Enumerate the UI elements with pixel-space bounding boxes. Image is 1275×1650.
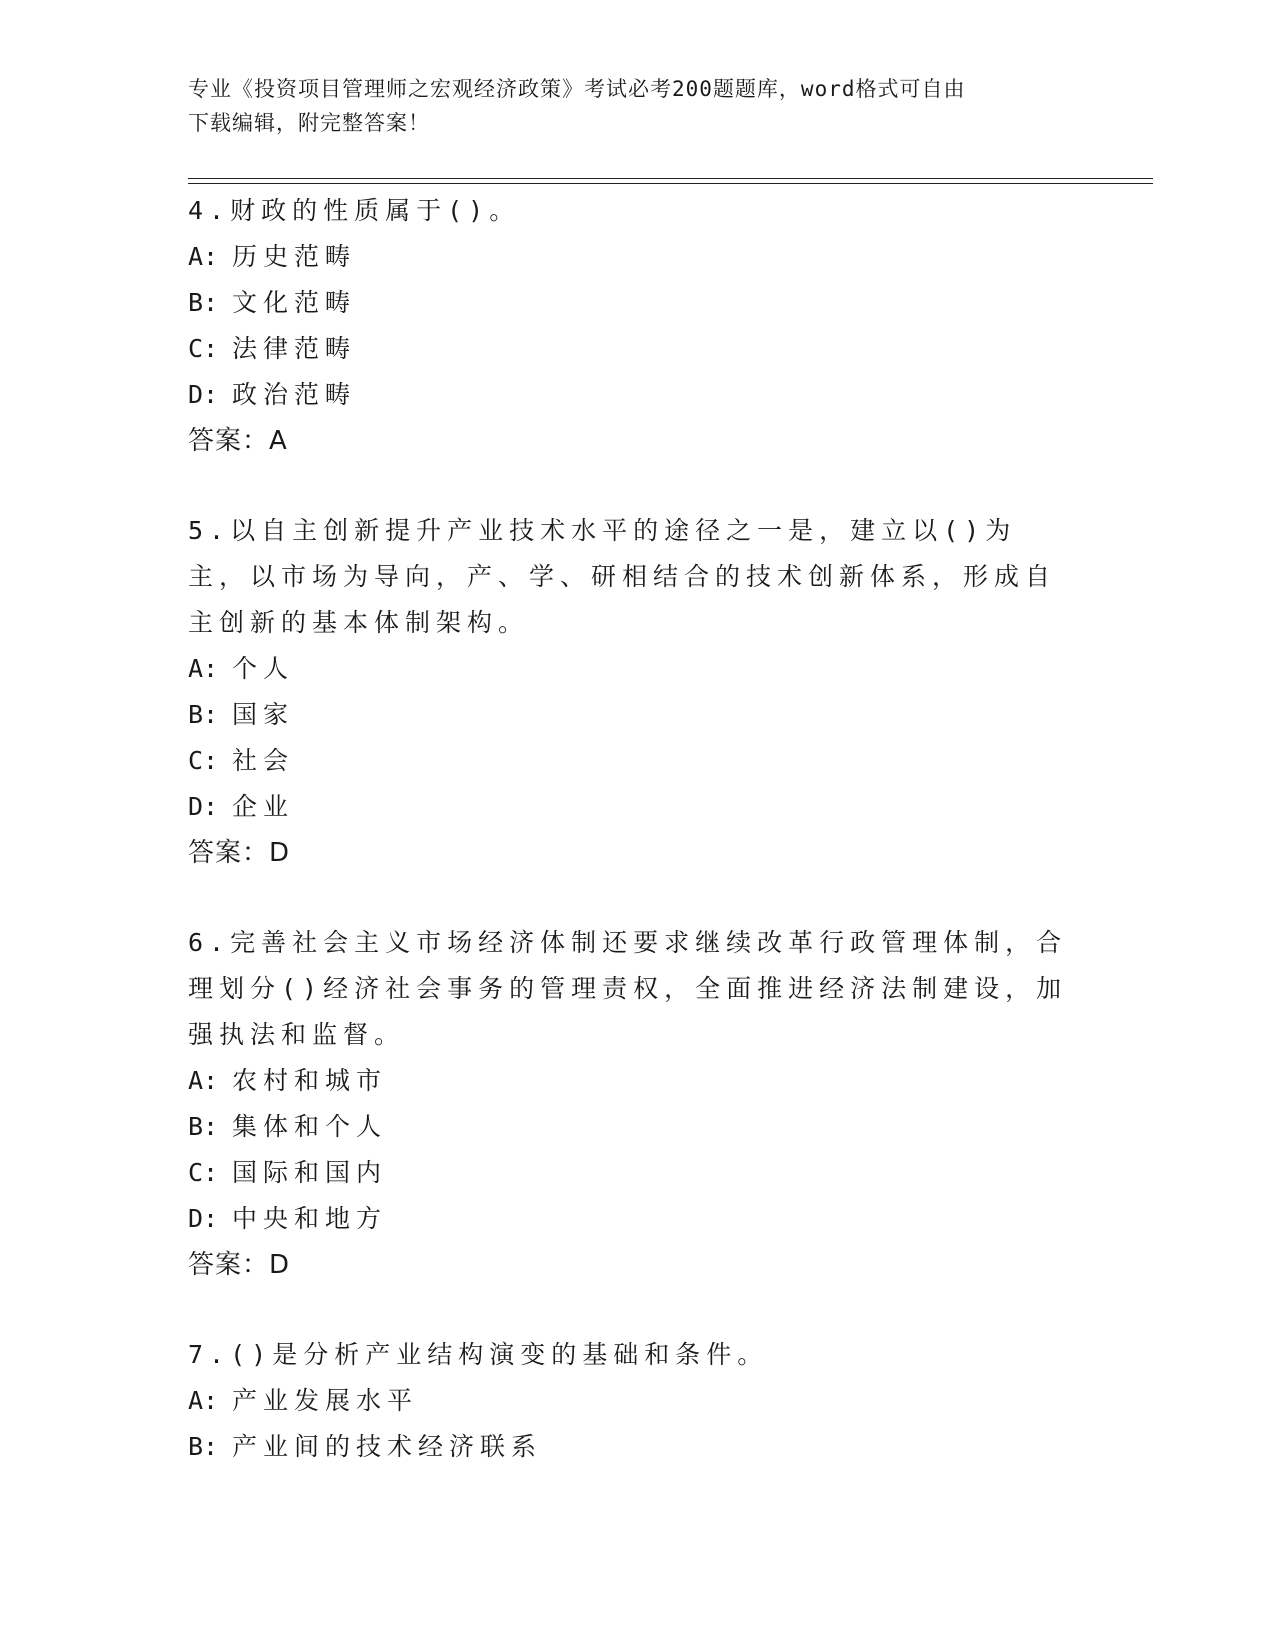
option-c (188, 1150, 1068, 1196)
option-d (188, 1196, 1068, 1242)
question-stem: 5.以自主创新提升产业技术水平的途径之一是，建立以()为主，以市场为导向，产、学、研相结合的技术创新体系，形成自主创新的基本体制架构。 (188, 516, 1057, 637)
option-b (188, 280, 1068, 326)
option-b (188, 692, 1068, 738)
option-text: 集体和个人 (232, 1112, 388, 1141)
option-letter: B: (188, 1112, 219, 1141)
option-letter: A: (188, 654, 219, 683)
option-letter: D: (188, 380, 219, 409)
option-a (188, 234, 1068, 280)
option-a (188, 1378, 1068, 1424)
option-text: 历史范畴 (232, 242, 357, 271)
question-7 (188, 1332, 1068, 1470)
option-letter: A: (188, 1066, 219, 1095)
header-line-1: 专业《投资项目管理师之宏观经济政策》考试必考200题题库，word格式可自由 (188, 77, 966, 101)
answer-line: 答案：D (188, 838, 291, 868)
option-text: 国际和国内 (232, 1158, 388, 1187)
option-letter: C: (188, 1158, 219, 1187)
header-line-2: 下载编辑，附完整答案！ (188, 111, 430, 135)
option-text: 法律范畴 (232, 334, 357, 363)
option-letter: C: (188, 334, 219, 363)
option-text: 产业发展水平 (232, 1386, 419, 1415)
question-stem: 4.财政的性质属于()。 (188, 196, 521, 225)
option-text: 社会 (232, 746, 295, 775)
option-c (188, 738, 1068, 784)
option-letter: B: (188, 1432, 219, 1461)
question-5 (188, 508, 1068, 876)
option-letter: A: (188, 242, 219, 271)
option-letter: B: (188, 700, 219, 729)
option-text: 中央和地方 (232, 1204, 388, 1233)
option-letter: D: (188, 792, 219, 821)
option-text: 农村和城市 (232, 1066, 388, 1095)
question-stem: 7.()是分析产业结构演变的基础和条件。 (188, 1340, 769, 1369)
option-text: 企业 (232, 792, 295, 821)
document-header (188, 72, 1078, 140)
option-a (188, 1058, 1068, 1104)
option-letter: B: (188, 288, 219, 317)
question-stem: 6.完善社会主义市场经济体制还要求继续改革行政管理体制，合理划分()经济社会事务的管理责权，全面推进经济法制建设，加强执法和监督。 (188, 928, 1068, 1049)
option-text: 个人 (232, 654, 295, 683)
option-d (188, 372, 1068, 418)
question-4 (188, 188, 1068, 464)
question-6 (188, 920, 1068, 1288)
header-divider (188, 178, 1153, 184)
option-b (188, 1104, 1068, 1150)
option-text: 产业间的技术经济联系 (232, 1432, 543, 1461)
option-letter: C: (188, 746, 219, 775)
option-c (188, 326, 1068, 372)
option-letter: A: (188, 1386, 219, 1415)
option-b (188, 1424, 1068, 1470)
option-text: 文化范畴 (232, 288, 357, 317)
option-text: 政治范畴 (232, 380, 357, 409)
option-d (188, 784, 1068, 830)
option-letter: D: (188, 1204, 219, 1233)
option-a (188, 646, 1068, 692)
option-text: 国家 (232, 700, 295, 729)
answer-line: 答案：A (188, 426, 288, 456)
question-list (188, 188, 1068, 1514)
answer-line: 答案：D (188, 1250, 291, 1280)
